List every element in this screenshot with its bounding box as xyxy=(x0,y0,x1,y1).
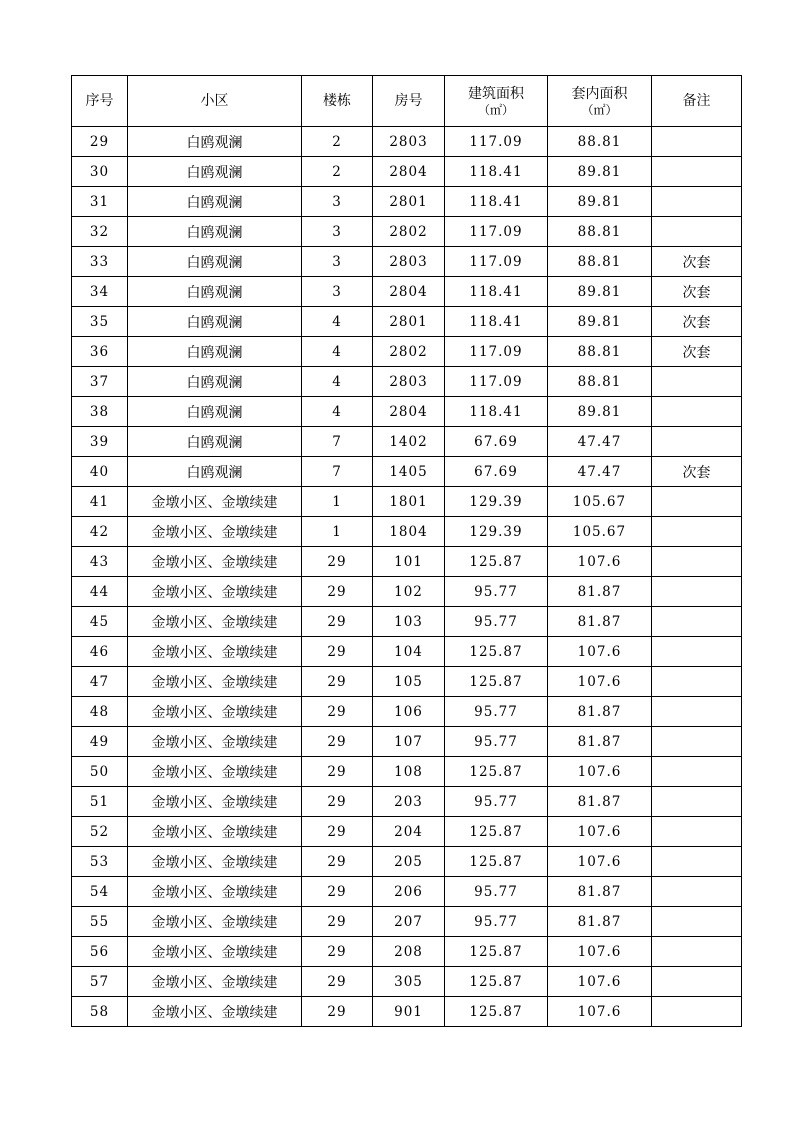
table-row xyxy=(72,487,742,517)
cell-seq: 53 xyxy=(72,847,128,877)
cell-gross-area: 125.87 xyxy=(445,637,548,667)
table-row xyxy=(72,577,742,607)
cell-seq: 35 xyxy=(72,307,128,337)
table-row xyxy=(72,367,742,397)
cell-gross-area: 117.09 xyxy=(445,337,548,367)
table-row xyxy=(72,967,742,997)
cell-remark xyxy=(652,577,742,607)
cell-seq: 37 xyxy=(72,367,128,397)
cell-inner-area: 105.67 xyxy=(548,487,652,517)
cell-community: 金墩小区、金墩续建 xyxy=(128,607,302,637)
cell-seq: 51 xyxy=(72,787,128,817)
cell-room: 207 xyxy=(373,907,445,937)
cell-inner-area: 107.6 xyxy=(548,967,652,997)
cell-community: 白鸥观澜 xyxy=(128,127,302,157)
cell-gross-area: 125.87 xyxy=(445,937,548,967)
cell-room: 2801 xyxy=(373,187,445,217)
cell-inner-area: 89.81 xyxy=(548,187,652,217)
cell-inner-area: 89.81 xyxy=(548,157,652,187)
cell-room: 305 xyxy=(373,967,445,997)
cell-building: 3 xyxy=(302,187,373,217)
cell-room: 2803 xyxy=(373,367,445,397)
cell-room: 108 xyxy=(373,757,445,787)
cell-community: 金墩小区、金墩续建 xyxy=(128,517,302,547)
cell-inner-area: 88.81 xyxy=(548,247,652,277)
cell-gross-area: 125.87 xyxy=(445,817,548,847)
cell-room: 1801 xyxy=(373,487,445,517)
table-row xyxy=(72,787,742,817)
cell-community: 金墩小区、金墩续建 xyxy=(128,997,302,1027)
cell-inner-area: 107.6 xyxy=(548,937,652,967)
cell-room: 101 xyxy=(373,547,445,577)
cell-seq: 58 xyxy=(72,997,128,1027)
cell-room: 102 xyxy=(373,577,445,607)
cell-remark xyxy=(652,937,742,967)
cell-gross-area: 118.41 xyxy=(445,187,548,217)
cell-seq: 32 xyxy=(72,217,128,247)
cell-room: 1405 xyxy=(373,457,445,487)
table-row xyxy=(72,877,742,907)
cell-community: 白鸥观澜 xyxy=(128,427,302,457)
cell-seq: 36 xyxy=(72,337,128,367)
cell-remark xyxy=(652,847,742,877)
cell-building: 29 xyxy=(302,907,373,937)
cell-community: 金墩小区、金墩续建 xyxy=(128,727,302,757)
cell-inner-area: 81.87 xyxy=(548,787,652,817)
table-row xyxy=(72,157,742,187)
cell-seq: 38 xyxy=(72,397,128,427)
header-seq: 序号 xyxy=(72,76,128,127)
cell-inner-area: 89.81 xyxy=(548,277,652,307)
cell-building: 29 xyxy=(302,847,373,877)
cell-building: 29 xyxy=(302,637,373,667)
cell-seq: 55 xyxy=(72,907,128,937)
cell-remark xyxy=(652,217,742,247)
cell-community: 金墩小区、金墩续建 xyxy=(128,967,302,997)
cell-room: 206 xyxy=(373,877,445,907)
cell-inner-area: 107.6 xyxy=(548,997,652,1027)
cell-remark xyxy=(652,817,742,847)
header-gross-area-unit: （㎡） xyxy=(477,103,514,117)
cell-room: 2804 xyxy=(373,397,445,427)
header-inner-area-unit: （㎡） xyxy=(581,103,618,117)
cell-remark: 次套 xyxy=(652,307,742,337)
cell-seq: 34 xyxy=(72,277,128,307)
header-gross-area-label: 建筑面积 xyxy=(468,86,524,102)
cell-building: 29 xyxy=(302,547,373,577)
cell-inner-area: 89.81 xyxy=(548,307,652,337)
table-row xyxy=(72,937,742,967)
cell-room: 2801 xyxy=(373,307,445,337)
cell-remark: 次套 xyxy=(652,337,742,367)
cell-community: 白鸥观澜 xyxy=(128,277,302,307)
cell-remark: 次套 xyxy=(652,457,742,487)
cell-gross-area: 118.41 xyxy=(445,397,548,427)
cell-room: 208 xyxy=(373,937,445,967)
table-row xyxy=(72,637,742,667)
cell-community: 白鸥观澜 xyxy=(128,247,302,277)
cell-room: 2804 xyxy=(373,277,445,307)
cell-seq: 50 xyxy=(72,757,128,787)
cell-room: 2802 xyxy=(373,337,445,367)
cell-room: 2802 xyxy=(373,217,445,247)
cell-community: 金墩小区、金墩续建 xyxy=(128,787,302,817)
cell-building: 3 xyxy=(302,277,373,307)
cell-gross-area: 125.87 xyxy=(445,847,548,877)
cell-inner-area: 81.87 xyxy=(548,907,652,937)
cell-community: 白鸥观澜 xyxy=(128,367,302,397)
cell-inner-area: 107.6 xyxy=(548,667,652,697)
cell-building: 29 xyxy=(302,757,373,787)
cell-room: 103 xyxy=(373,607,445,637)
cell-community: 白鸥观澜 xyxy=(128,157,302,187)
cell-gross-area: 118.41 xyxy=(445,157,548,187)
table-row xyxy=(72,817,742,847)
housing-table xyxy=(71,75,742,1027)
cell-building: 29 xyxy=(302,577,373,607)
cell-inner-area: 81.87 xyxy=(548,697,652,727)
table-row xyxy=(72,277,742,307)
cell-remark xyxy=(652,157,742,187)
cell-remark xyxy=(652,637,742,667)
cell-room: 203 xyxy=(373,787,445,817)
cell-building: 4 xyxy=(302,337,373,367)
cell-inner-area: 88.81 xyxy=(548,337,652,367)
table-row xyxy=(72,247,742,277)
cell-gross-area: 95.77 xyxy=(445,607,548,637)
cell-remark xyxy=(652,427,742,457)
cell-community: 金墩小区、金墩续建 xyxy=(128,547,302,577)
cell-building: 29 xyxy=(302,967,373,997)
table-row xyxy=(72,667,742,697)
cell-inner-area: 81.87 xyxy=(548,727,652,757)
cell-building: 4 xyxy=(302,397,373,427)
cell-remark xyxy=(652,727,742,757)
cell-gross-area: 125.87 xyxy=(445,667,548,697)
cell-inner-area: 107.6 xyxy=(548,817,652,847)
cell-building: 4 xyxy=(302,307,373,337)
cell-seq: 56 xyxy=(72,937,128,967)
cell-remark xyxy=(652,607,742,637)
cell-building: 2 xyxy=(302,157,373,187)
cell-building: 4 xyxy=(302,367,373,397)
cell-seq: 40 xyxy=(72,457,128,487)
cell-gross-area: 118.41 xyxy=(445,307,548,337)
cell-seq: 44 xyxy=(72,577,128,607)
header-remark: 备注 xyxy=(652,76,742,127)
cell-room: 204 xyxy=(373,817,445,847)
cell-building: 29 xyxy=(302,817,373,847)
header-building: 楼栋 xyxy=(302,76,373,127)
cell-remark xyxy=(652,517,742,547)
cell-room: 107 xyxy=(373,727,445,757)
cell-seq: 52 xyxy=(72,817,128,847)
cell-community: 白鸥观澜 xyxy=(128,217,302,247)
header-row xyxy=(72,76,742,127)
cell-community: 白鸥观澜 xyxy=(128,187,302,217)
cell-gross-area: 117.09 xyxy=(445,367,548,397)
cell-building: 3 xyxy=(302,217,373,247)
cell-building: 3 xyxy=(302,247,373,277)
cell-inner-area: 107.6 xyxy=(548,847,652,877)
cell-seq: 45 xyxy=(72,607,128,637)
cell-building: 29 xyxy=(302,877,373,907)
cell-remark xyxy=(652,787,742,817)
cell-inner-area: 88.81 xyxy=(548,217,652,247)
table-row xyxy=(72,187,742,217)
cell-inner-area: 88.81 xyxy=(548,127,652,157)
cell-room: 106 xyxy=(373,697,445,727)
cell-room: 105 xyxy=(373,667,445,697)
header-inner-area xyxy=(548,76,652,127)
table-body xyxy=(72,127,742,1027)
cell-building: 29 xyxy=(302,667,373,697)
cell-community: 金墩小区、金墩续建 xyxy=(128,697,302,727)
cell-room: 2804 xyxy=(373,157,445,187)
cell-building: 29 xyxy=(302,787,373,817)
table-row xyxy=(72,997,742,1027)
cell-building: 29 xyxy=(302,727,373,757)
cell-community: 金墩小区、金墩续建 xyxy=(128,937,302,967)
cell-seq: 48 xyxy=(72,697,128,727)
cell-community: 金墩小区、金墩续建 xyxy=(128,817,302,847)
cell-community: 金墩小区、金墩续建 xyxy=(128,667,302,697)
table-row xyxy=(72,847,742,877)
cell-seq: 41 xyxy=(72,487,128,517)
cell-gross-area: 95.77 xyxy=(445,727,548,757)
cell-remark xyxy=(652,997,742,1027)
cell-gross-area: 117.09 xyxy=(445,247,548,277)
cell-room: 104 xyxy=(373,637,445,667)
cell-inner-area: 47.47 xyxy=(548,427,652,457)
table-row xyxy=(72,727,742,757)
cell-community: 白鸥观澜 xyxy=(128,337,302,367)
cell-building: 7 xyxy=(302,427,373,457)
cell-seq: 42 xyxy=(72,517,128,547)
cell-room: 205 xyxy=(373,847,445,877)
table-row xyxy=(72,427,742,457)
table-row xyxy=(72,397,742,427)
cell-remark xyxy=(652,367,742,397)
cell-remark xyxy=(652,487,742,517)
cell-gross-area: 125.87 xyxy=(445,547,548,577)
cell-remark xyxy=(652,187,742,217)
cell-gross-area: 125.87 xyxy=(445,967,548,997)
cell-building: 29 xyxy=(302,937,373,967)
cell-room: 2803 xyxy=(373,247,445,277)
table-row xyxy=(72,757,742,787)
cell-seq: 30 xyxy=(72,157,128,187)
cell-building: 2 xyxy=(302,127,373,157)
table-row xyxy=(72,127,742,157)
cell-room: 1402 xyxy=(373,427,445,457)
cell-remark: 次套 xyxy=(652,277,742,307)
cell-community: 金墩小区、金墩续建 xyxy=(128,577,302,607)
cell-community: 白鸥观澜 xyxy=(128,397,302,427)
cell-gross-area: 118.41 xyxy=(445,277,548,307)
table-row xyxy=(72,457,742,487)
cell-community: 金墩小区、金墩续建 xyxy=(128,847,302,877)
cell-inner-area: 105.67 xyxy=(548,517,652,547)
cell-inner-area: 81.87 xyxy=(548,607,652,637)
cell-seq: 33 xyxy=(72,247,128,277)
cell-gross-area: 117.09 xyxy=(445,127,548,157)
cell-remark xyxy=(652,757,742,787)
table-row xyxy=(72,697,742,727)
cell-inner-area: 107.6 xyxy=(548,637,652,667)
cell-community: 金墩小区、金墩续建 xyxy=(128,487,302,517)
cell-building: 29 xyxy=(302,607,373,637)
cell-inner-area: 81.87 xyxy=(548,577,652,607)
cell-community: 白鸥观澜 xyxy=(128,307,302,337)
table-row xyxy=(72,907,742,937)
cell-inner-area: 47.47 xyxy=(548,457,652,487)
cell-remark xyxy=(652,697,742,727)
cell-seq: 43 xyxy=(72,547,128,577)
cell-seq: 47 xyxy=(72,667,128,697)
header-gross-area xyxy=(445,76,548,127)
cell-gross-area: 129.39 xyxy=(445,517,548,547)
cell-inner-area: 81.87 xyxy=(548,877,652,907)
table-row xyxy=(72,607,742,637)
table-row xyxy=(72,337,742,367)
cell-gross-area: 67.69 xyxy=(445,457,548,487)
cell-seq: 57 xyxy=(72,967,128,997)
cell-gross-area: 95.77 xyxy=(445,907,548,937)
cell-remark xyxy=(652,547,742,577)
cell-community: 金墩小区、金墩续建 xyxy=(128,757,302,787)
table-row xyxy=(72,217,742,247)
cell-inner-area: 89.81 xyxy=(548,397,652,427)
cell-community: 金墩小区、金墩续建 xyxy=(128,907,302,937)
cell-remark xyxy=(652,907,742,937)
cell-seq: 49 xyxy=(72,727,128,757)
table-row xyxy=(72,547,742,577)
header-inner-area-label: 套内面积 xyxy=(571,86,628,102)
cell-building: 29 xyxy=(302,697,373,727)
cell-inner-area: 107.6 xyxy=(548,757,652,787)
cell-building: 29 xyxy=(302,997,373,1027)
table-row xyxy=(72,517,742,547)
cell-gross-area: 95.77 xyxy=(445,577,548,607)
cell-gross-area: 95.77 xyxy=(445,787,548,817)
table-header xyxy=(72,76,742,127)
cell-remark xyxy=(652,877,742,907)
document-page xyxy=(71,75,742,1027)
cell-seq: 31 xyxy=(72,187,128,217)
cell-gross-area: 129.39 xyxy=(445,487,548,517)
cell-gross-area: 117.09 xyxy=(445,217,548,247)
cell-remark xyxy=(652,397,742,427)
cell-seq: 54 xyxy=(72,877,128,907)
cell-room: 2803 xyxy=(373,127,445,157)
cell-gross-area: 67.69 xyxy=(445,427,548,457)
cell-community: 金墩小区、金墩续建 xyxy=(128,637,302,667)
header-community: 小区 xyxy=(128,76,302,127)
cell-gross-area: 125.87 xyxy=(445,757,548,787)
cell-room: 1804 xyxy=(373,517,445,547)
table-row xyxy=(72,307,742,337)
cell-remark xyxy=(652,667,742,697)
cell-room: 901 xyxy=(373,997,445,1027)
cell-seq: 29 xyxy=(72,127,128,157)
cell-inner-area: 107.6 xyxy=(548,547,652,577)
cell-remark: 次套 xyxy=(652,247,742,277)
cell-community: 白鸥观澜 xyxy=(128,457,302,487)
cell-remark xyxy=(652,967,742,997)
cell-gross-area: 125.87 xyxy=(445,997,548,1027)
cell-gross-area: 95.77 xyxy=(445,697,548,727)
cell-building: 1 xyxy=(302,487,373,517)
cell-community: 金墩小区、金墩续建 xyxy=(128,877,302,907)
cell-gross-area: 95.77 xyxy=(445,877,548,907)
cell-seq: 46 xyxy=(72,637,128,667)
cell-seq: 39 xyxy=(72,427,128,457)
cell-remark xyxy=(652,127,742,157)
cell-building: 7 xyxy=(302,457,373,487)
cell-building: 1 xyxy=(302,517,373,547)
cell-inner-area: 88.81 xyxy=(548,367,652,397)
header-room: 房号 xyxy=(373,76,445,127)
